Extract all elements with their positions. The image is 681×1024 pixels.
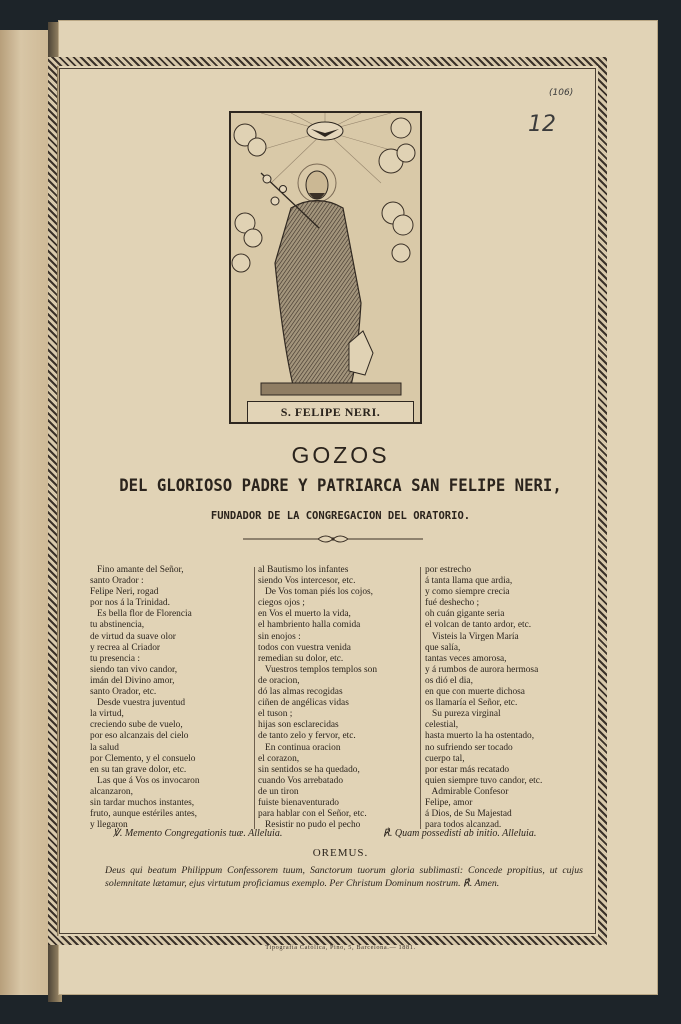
versicle: ℣. Memento Congregationis tuæ. Alleluia. (113, 828, 283, 839)
verse-column-3: por estrecho á tanta llama que ardia, y como siempre crecia fué deshecho ; oh cuán gigante seria el volcan de tanto ardor, etc. Visteis la Virgen María que salía, tantas veces amorosa, y á rumbos de aurora hermosa os dió el dia, en que con muerte dichosa os llamaría el Señor, etc. Su pureza virginal celestial, hasta muerto la ha ostentado, no sufriendo ser tocado cuerpo tal, por estar más recatado quien siempre tuvo candor, etc. Admirable Confesor Felipe, amor á Dios, de Su Majestad para todos alcanzad. (425, 565, 543, 831)
printer-imprint: Tipografía Católica, Pino, 5, Barcelona.— 1881. (265, 944, 416, 951)
document-heading: DEL GLORIOSO PADRE Y PATRIARCA SAN FELIPE NERI, (119, 476, 562, 496)
engraving-caption: S. FELIPE NERI. (247, 401, 414, 423)
handwritten-number: 12 (528, 112, 556, 137)
document-title: GOZOS (291, 442, 390, 468)
divider-ornament (238, 533, 428, 545)
column-divider (420, 567, 421, 829)
verse-column-1: Fino amante del Señor, santo Orador : Felipe Neri, rogad por nos á la Trinidad. Es bella flor de Florencia tu abstinencia, de virtud da suave olor y recrea al Criador tu presencia : siendo tan vivo candor, imán del Divino amor, santo Orador, etc. Desde vuestra juventud la virtud, creciendo sube de vuelo, por eso alcanzais del cielo la salud por Clemento, y el consuelo en su tan grave dolor, etc. Las que á Vos os invocaron alcanzaron, sin tardar muchos instantes, fruto, aunque estériles antes, y llegaron (90, 565, 200, 831)
column-divider (254, 567, 255, 829)
saint-engraving (229, 111, 422, 424)
verse-column-2: al Bautismo los infantes siendo Vos intercesor, etc. De Vos toman piés los cojos, ciegos ojos ; en Vos el muerto la vida, el hambriento halla comida sin enojos : todos con vuestra venida remedian su dolor, etc. Vuestros templos templos son de oracion, dó las almas recogidas ciñen de angélicas vidas el tuson ; hijas son esclarecidas de tanto zelo y fervor, etc. En continua oracion el corazon, sin sentidos se ha quedado, cuando Vos arrebatado de un tiron fuiste bienaventurado para hablar con el Señor, etc. Resistir no pudo el pecho (258, 565, 378, 831)
closing-prayer: Deus qui beatum Philippum Confessorem tuum, Sanctorum tuorum gloria sublimasti: Concede propitius, ut cujus solemnitate lætamur, ejus virtutum proficiamus exemplo. Per Christum Dominum nostrum. ℟. Amen. (105, 865, 583, 889)
saint-figure-illustration (231, 113, 420, 422)
response: ℟. Quam possedisti ab initio. Alleluia. (383, 828, 537, 839)
oremus-heading: OREMUS. (312, 847, 369, 859)
document-subheading: FUNDADOR DE LA CONGREGACION DEL ORATORIO. (210, 510, 471, 522)
handwritten-note: (106) (549, 88, 574, 98)
